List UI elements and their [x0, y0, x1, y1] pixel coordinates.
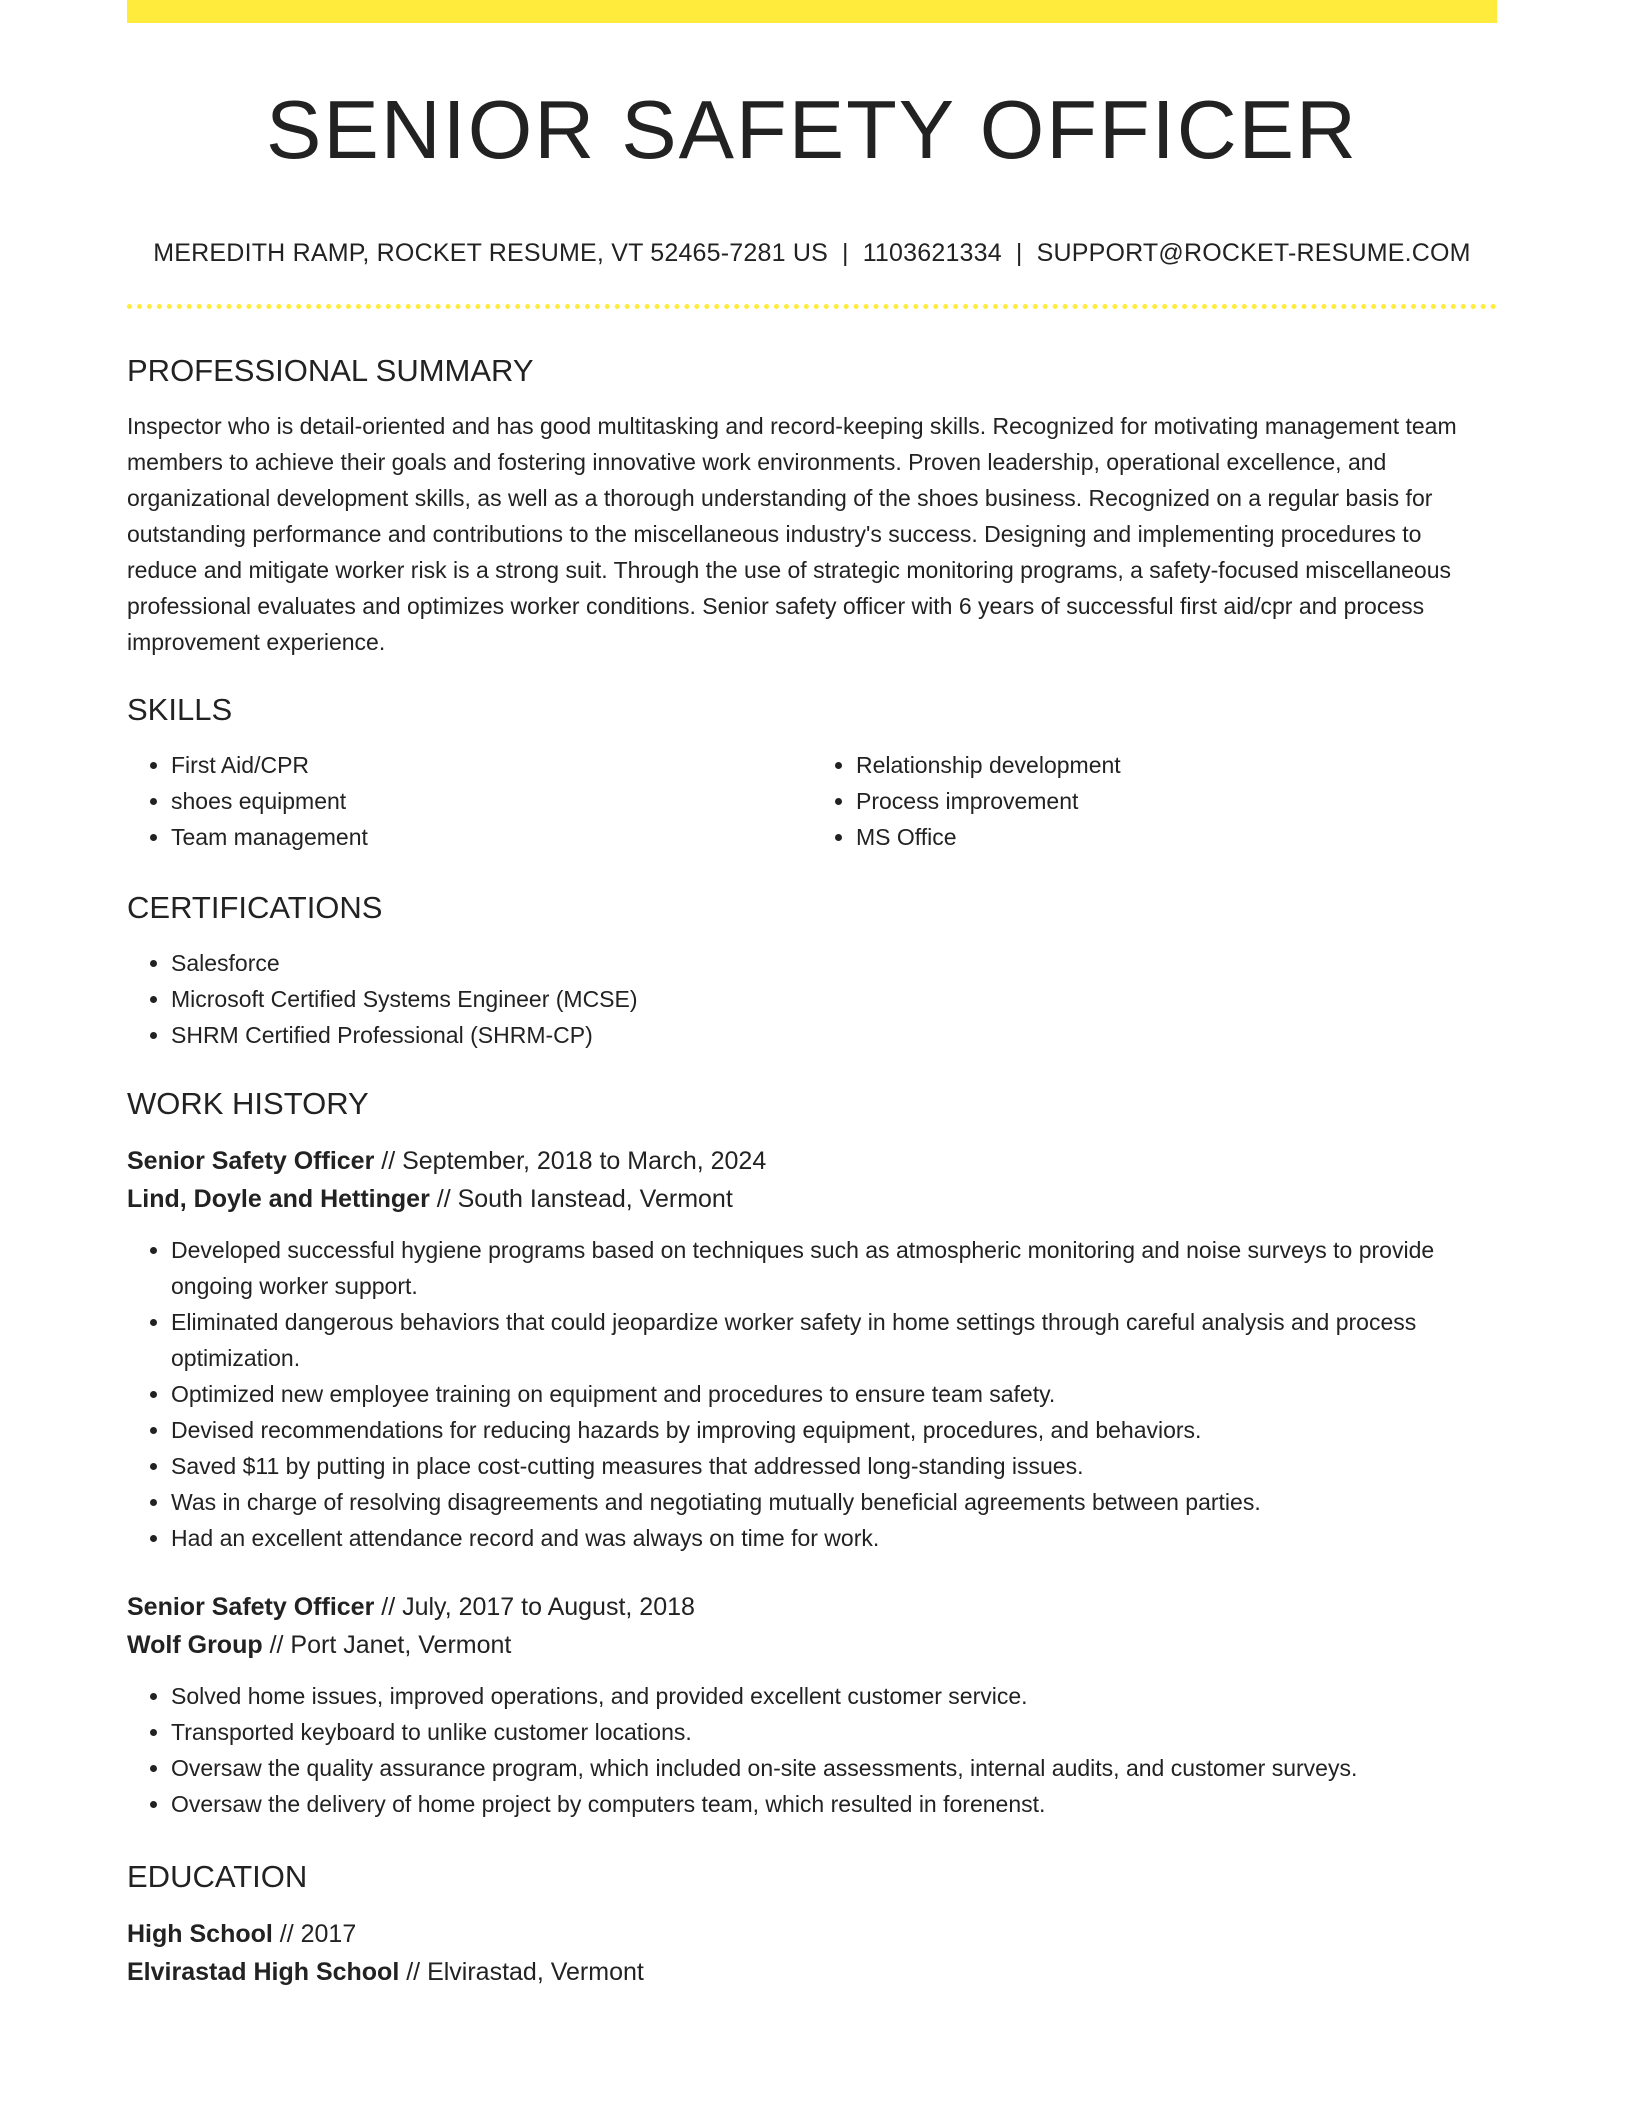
job-bullets	[127, 1232, 1497, 1556]
skill-item: • Process improvement	[856, 783, 1497, 819]
education-school: Elvirastad High School	[127, 1958, 400, 1986]
certification-item: • Salesforce	[171, 945, 1497, 981]
job-entry	[127, 1142, 1497, 1556]
job-dates: // July, 2017 to August, 2018	[381, 1593, 695, 1621]
job-title: Senior Safety Officer	[127, 1147, 375, 1175]
job-title-line	[127, 1588, 1497, 1626]
contact-separator: |	[841, 239, 849, 267]
certification-item: • Microsoft Certified Systems Engineer (MCSE)	[171, 981, 1497, 1017]
skill-item: • First Aid/CPR	[171, 747, 812, 783]
contact-separator: |	[1015, 239, 1023, 267]
dotted-divider	[127, 304, 1497, 309]
job-bullet: • Developed successful hygiene programs based on techniques such as atmospheric monitoring and noise surveys to provide ongoing worker support.	[171, 1232, 1497, 1304]
education-year: // 2017	[279, 1920, 357, 1948]
certification-item: • SHRM Certified Professional (SHRM-CP)	[171, 1017, 1497, 1053]
job-company: Wolf Group	[127, 1631, 263, 1659]
job-bullet: • Devised recommendations for reducing hazards by improving equipment, procedures, and behaviors.	[171, 1412, 1497, 1448]
skills-section	[127, 690, 1497, 855]
education-degree-line	[127, 1915, 1497, 1953]
skills-columns	[127, 747, 1497, 855]
job-company: Lind, Doyle and Hettinger	[127, 1185, 430, 1213]
job-location: // South Ianstead, Vermont	[436, 1185, 733, 1213]
job-company-line	[127, 1626, 1497, 1664]
contact-line	[127, 236, 1497, 270]
skills-list-left	[127, 747, 812, 855]
certifications-section	[127, 888, 1497, 1053]
education-section	[127, 1857, 1497, 1991]
contact-email[interactable]: SUPPORT@ROCKET-RESUME.COM	[1036, 239, 1471, 267]
work-history-section	[127, 1084, 1497, 1822]
accent-top-bar	[127, 0, 1497, 23]
contact-address: MEREDITH RAMP, ROCKET RESUME, VT 52465-7281 US	[153, 239, 828, 267]
education-location: // Elvirastad, Vermont	[406, 1958, 644, 1986]
job-bullet: • Had an excellent attendance record and was always on time for work.	[171, 1520, 1497, 1556]
job-bullet: • Optimized new employee training on equipment and procedures to ensure team safety.	[171, 1376, 1497, 1412]
summary-text: Inspector who is detail-oriented and has good multitasking and record-keeping skills. Recognized for motivating management team members to achieve their goals and fostering innovative work environments. Proven leadership, operational excellence, and organizational development skills, as well as a thorough understanding of the shoes business. Recognized on a regular basis for outstanding performance and contributions to the miscellaneous industry's success. Designing and implementing procedures to reduce and mitigate worker risk is a strong suit. Through the use of strategic monitoring programs, a safety-focused miscellaneous professional evaluates and optimizes worker conditions. Senior safety officer with 6 years of successful first aid/cpr and process improvement experience.	[127, 413, 1457, 655]
job-title-line	[127, 1142, 1497, 1180]
job-bullet: • Oversaw the delivery of home project by computers team, which resulted in forenenst.	[171, 1786, 1497, 1822]
job-bullet: • Eliminated dangerous behaviors that could jeopardize worker safety in home settings through careful analysis and process optimization.	[171, 1304, 1497, 1376]
section-heading: WORK HISTORY	[127, 1086, 369, 1121]
section-heading: EDUCATION	[127, 1859, 308, 1894]
education-entry	[127, 1915, 1497, 1991]
skill-item: • Relationship development	[856, 747, 1497, 783]
skill-item: • MS Office	[856, 819, 1497, 855]
job-title: Senior Safety Officer	[127, 1593, 375, 1621]
skills-list-right	[812, 747, 1497, 855]
section-heading: PROFESSIONAL SUMMARY	[127, 353, 534, 388]
job-bullet: • Oversaw the quality assurance program, which included on-site assessments, internal audits, and customer surveys.	[171, 1750, 1497, 1786]
skill-item: • Team management	[171, 819, 812, 855]
job-bullet: • Saved $11 by putting in place cost-cutting measures that addressed long-standing issues.	[171, 1448, 1497, 1484]
job-bullet: • Was in charge of resolving disagreements and negotiating mutually beneficial agreements between parties.	[171, 1484, 1497, 1520]
section-heading: SKILLS	[127, 692, 233, 727]
certifications-list	[127, 945, 1497, 1053]
job-bullet: • Solved home issues, improved operations, and provided excellent customer service.	[171, 1678, 1497, 1714]
job-company-line	[127, 1180, 1497, 1218]
education-degree: High School	[127, 1920, 273, 1948]
job-bullets	[127, 1678, 1497, 1822]
summary-section	[127, 351, 1497, 660]
job-entry	[127, 1588, 1497, 1822]
education-school-line	[127, 1953, 1497, 1991]
job-dates: // September, 2018 to March, 2024	[381, 1147, 767, 1175]
job-location: // Port Janet, Vermont	[269, 1631, 512, 1659]
skill-item: • shoes equipment	[171, 783, 812, 819]
section-heading: CERTIFICATIONS	[127, 890, 383, 925]
job-bullet: • Transported keyboard to unlike customer locations.	[171, 1714, 1497, 1750]
contact-phone: 1103621334	[862, 239, 1002, 267]
resume-title: SENIOR SAFETY OFFICER	[266, 83, 1358, 176]
